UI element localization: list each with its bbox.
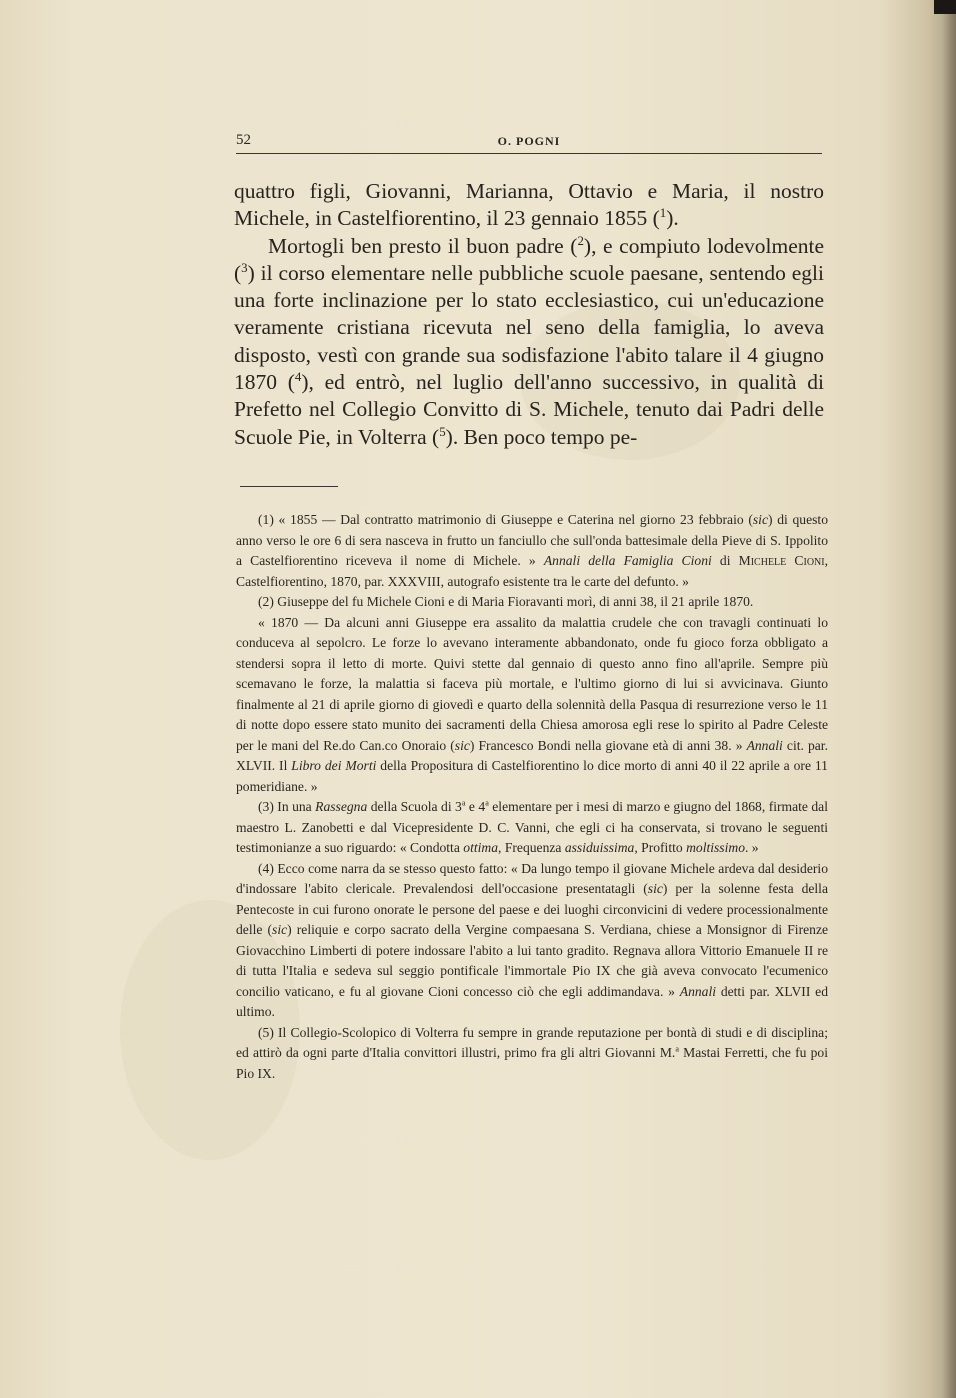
footnote-ref: 3 — [241, 260, 248, 275]
footnote-italic: sic — [272, 922, 288, 937]
header-rule — [236, 153, 822, 154]
footnote-3 — [236, 797, 828, 859]
footnote-italic: sic — [752, 512, 768, 527]
page-header — [236, 128, 822, 154]
footnote-italic: sic — [647, 881, 663, 896]
footnote-rule — [240, 486, 338, 487]
footnote-text: (4) Ecco come narra da se stesso questo fatto: « Da lungo tempo il giovane Michele ardeva dal desiderio d'indossare l'abito clericale. Prevalendosi dell'occasione presentatagli ( — [236, 860, 828, 896]
footnote-text: di — [711, 553, 739, 568]
footnote-italic: Libro dei Morti — [291, 758, 377, 773]
main-text — [234, 178, 824, 451]
footnote-italic: sic — [454, 737, 470, 753]
footnote-2-quote — [236, 613, 828, 798]
footnote-text: e 4 — [465, 799, 486, 814]
running-head: O. POGNI — [497, 134, 561, 148]
footnote-text: (1) « 1855 — Dal contratto matrimonio di Giuseppe e Caterina nel giorno 23 febbraio ( — [258, 512, 753, 527]
footnote-text: ) Francesco Bondi nella giovane età di anni 38. » — [469, 737, 747, 753]
footnote-1 — [236, 510, 828, 592]
footnote-text: . » — [745, 840, 759, 855]
page-number: 52 — [236, 132, 251, 148]
paragraph-text: ), ed entrò, nel luglio dell'anno successivo, in qualità di Prefetto nel Collegio Convitto di S. Michele, tenuto dai Padri delle Scuole Pie, in Volterra ( — [234, 370, 824, 449]
footnote-text: (5) Il Collegio-Scolopico di Volterra fu sempre in grande reputazione per bontà di studi e di disciplina; ed attirò da ogni parte d'Italia convittori illustri, primo fra gli altri Giovanni M. — [236, 1024, 828, 1060]
footnote-italic: Rassegna — [315, 799, 368, 814]
footnote-text: cit. par. XLVII. Il — [236, 737, 828, 773]
footnote-ref: 1 — [659, 206, 667, 221]
footnotes — [236, 510, 828, 1084]
footnote-text: ) per la solenne festa della Pentecoste in cui furono onorate le persone del paese e dei luoghi circonvicini di vedere processionalmente delle ( — [236, 881, 828, 937]
footnote-text: della Scuola di 3 — [367, 799, 462, 814]
footnote-ref: 2 — [577, 233, 584, 248]
page-corner-shadow — [934, 0, 956, 14]
footnote-text: , Profitto — [634, 840, 687, 855]
footnote-text: elementare per i mesi di marzo e giugno del 1868, firmate dal maestro L. Zanobetti e dal Vicepresidente D. C. Vanni, che egli ci ha conservata, si trovano le seguenti testimonianze a suo riguardo: « Condotta — [236, 799, 828, 855]
footnote-text: (2) Giuseppe del fu Michele Cioni e di Maria Fioravanti morì, di anni 38, il 21 aprile 1870. — [258, 594, 754, 609]
footnote-text: Mastai Ferretti, che fu poi Pio IX. — [236, 1045, 828, 1081]
footnote-text: ) di questo anno verso le ore 6 di sera nasceva in frutto un fanciullo che sull'onda battesimale della Pieve di S. Ippolito a Castelfiorentino riceveva il nome di Michele. » — [236, 512, 829, 568]
paragraph-2 — [234, 233, 824, 451]
footnote-text: , Castelfiorentino, 1870, par. XXXVIII, autografo esistente tra le carte del defunto. » — [236, 553, 828, 589]
footnote-text: ) reliquie e corpo sacrato della Vergine compaesana S. Verdiana, chiese a Monsignor di Firenze Giovacchino Limberti di potere indossare l'abito a lui tanto gradito. Regnava allora Vittorio Emanuele II re di tutta l'Italia e sedeva sul seggio pontificale l'immortale Pio IX che già aveva convocato l'ecumenico concilio vaticano, e fu al giovane Cioni concesso ciò che egli addimandava. » — [236, 922, 829, 999]
footnote-smallcaps: Michele Cioni — [738, 553, 825, 568]
footnote-superscript: a — [485, 798, 489, 808]
footnote-superscript: a — [675, 1044, 679, 1054]
footnote-superscript: a — [461, 798, 466, 808]
paragraph-1 — [234, 178, 824, 233]
footnote-text: detti par. XLVII ed ultimo. — [236, 983, 828, 1019]
footnote-text: « 1870 — Da alcuni anni Giuseppe era assalito da malattia crudele che con travagli continuati lo conduceva al sepolcro. Le forze lo avevano interamente abbandonato, onde fu gioco forza obbligato a stendersi sopra il letto di morte. Quivi stette dal gennaio di questo anno fino all'aprile. Sempre più scemavano le forze, la malattia si faceva più mortale, e l'ultimo giorno di lui si avvicinava. Giunto finalmente al 21 di aprile giorno di giovedì e quarto della solennità della Pasqua di resurrezione verso le 11 di notte dopo essere stato munito dei sacramenti della Chiesa amorosa egli rese lo spirito al Padre Celeste per le mani del Re.do Can.co Onoraio ( — [236, 614, 828, 753]
footnote-text: , Frequenza — [498, 840, 565, 855]
paragraph-text: ), e compiuto lodevolmente ( — [234, 233, 824, 285]
footnote-italic: Annali della Famiglia Cioni — [543, 553, 712, 568]
footnote-italic: ottima — [463, 840, 499, 855]
footnote-text: (3) In una — [258, 799, 316, 814]
paragraph-text: ). Ben poco tempo pe- — [445, 424, 638, 449]
footnote-text: della Propositura di Castelfiorentino lo dice morto di anni 40 il 22 aprile a ore 11 pomeridiane. » — [236, 758, 828, 794]
footnote-italic: Annali — [746, 737, 783, 753]
footnote-italic: Annali — [679, 983, 717, 999]
footnote-ref: 4 — [294, 369, 302, 384]
footnote-italic: moltissimo — [686, 840, 745, 855]
paragraph-text: ) il corso elementare nelle pubbliche scuole paesane, sentendo egli una forte inclinazione per lo stato ecclesiastico, cui un'educazione veramente cristiana ricevuta nel seno della famiglia, lo aveva disposto, vestì con grande sua sodisfazione l'abito talare il 4 giugno 1870 ( — [234, 260, 824, 395]
footnote-ref: 5 — [439, 424, 446, 439]
paragraph-text: ). — [666, 206, 679, 231]
paragraph-text: Mortogli ben presto il buon padre ( — [268, 233, 578, 258]
page-edge-shadow — [942, 0, 956, 1398]
footnote-italic: assiduissima — [564, 840, 635, 855]
footnote-5 — [236, 1023, 828, 1085]
footnote-4 — [236, 859, 828, 1023]
footnote-2 — [236, 592, 828, 613]
paragraph-text: quattro figli, Giovanni, Marianna, Ottavio e Maria, il nostro Michele, in Castelfiorentino, il 23 gennaio 1855 ( — [234, 179, 824, 231]
